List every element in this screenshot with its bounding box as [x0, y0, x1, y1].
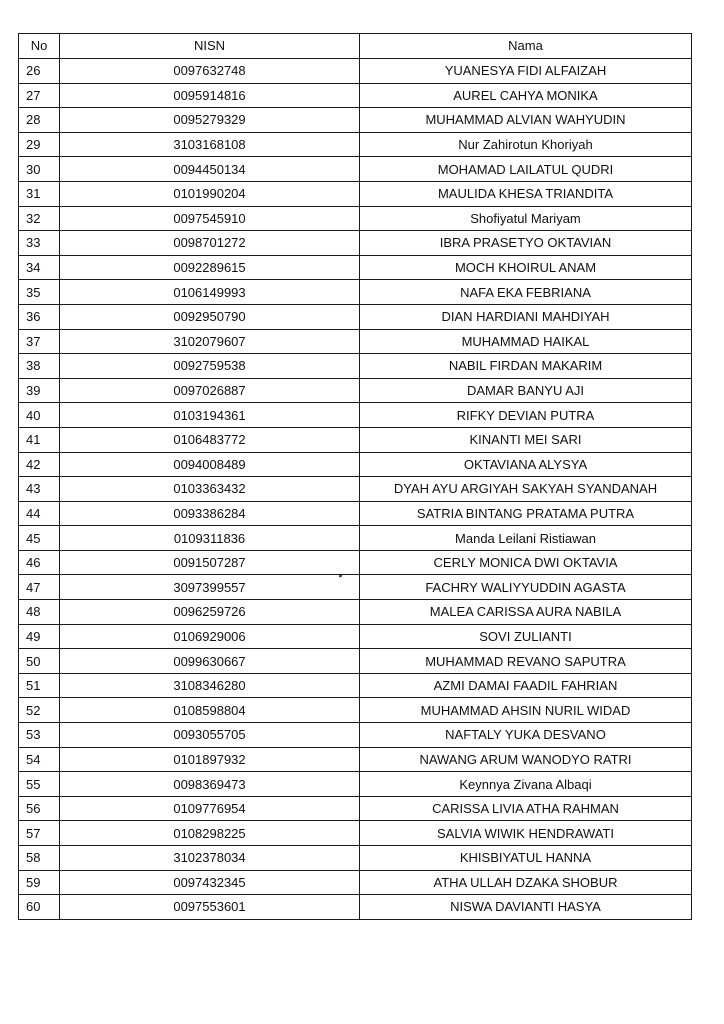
cell-no: 36	[19, 304, 60, 329]
table-row	[19, 108, 692, 133]
cell-no: 60	[19, 895, 60, 920]
cell-nisn: 0093055705	[60, 723, 360, 748]
cell-nisn: 0097026887	[60, 378, 360, 403]
cell-no: 53	[19, 723, 60, 748]
cell-nisn: 0093386284	[60, 501, 360, 526]
cell-nama: AUREL CAHYA MONIKA	[360, 83, 692, 108]
cell-nama: NABIL FIRDAN MAKARIM	[360, 354, 692, 379]
cell-nama: SALVIA WIWIK HENDRAWATI	[360, 821, 692, 846]
table-row	[19, 354, 692, 379]
cell-no: 46	[19, 550, 60, 575]
cell-nisn: 0109776954	[60, 796, 360, 821]
cell-nama: Nur Zahirotun Khoriyah	[360, 132, 692, 157]
table-row	[19, 723, 692, 748]
cell-nisn: 0109311836	[60, 526, 360, 551]
cell-nisn: 0094450134	[60, 157, 360, 182]
header-row	[19, 34, 692, 59]
cell-nisn: 0091507287	[60, 550, 360, 575]
cell-nama: MAULIDA KHESA TRIANDITA	[360, 181, 692, 206]
table-row	[19, 280, 692, 305]
cell-nama: NISWA DAVIANTI HASYA	[360, 895, 692, 920]
table-row	[19, 649, 692, 674]
cell-nisn: 0095279329	[60, 108, 360, 133]
cell-nama: DIAN HARDIANI MAHDIYAH	[360, 304, 692, 329]
cell-nama: SATRIA BINTANG PRATAMA PUTRA	[360, 501, 692, 526]
cell-nama: MALEA CARISSA AURA NABILA	[360, 600, 692, 625]
cell-nisn: 0097545910	[60, 206, 360, 231]
cell-nama: NAFTALY YUKA DESVANO	[360, 723, 692, 748]
table-row	[19, 452, 692, 477]
cell-no: 40	[19, 403, 60, 428]
cell-nama: CARISSA LIVIA ATHA RAHMAN	[360, 796, 692, 821]
cell-nama: YUANESYA FIDI ALFAIZAH	[360, 58, 692, 83]
table-row	[19, 550, 692, 575]
cell-nama: MOCH KHOIRUL ANAM	[360, 255, 692, 280]
cell-nisn: 3102079607	[60, 329, 360, 354]
table-row	[19, 600, 692, 625]
cell-no: 34	[19, 255, 60, 280]
table-row	[19, 870, 692, 895]
cell-nama: DYAH AYU ARGIYAH SAKYAH SYANDANAH	[360, 477, 692, 502]
cell-nama: MOHAMAD LAILATUL QUDRI	[360, 157, 692, 182]
cell-no: 32	[19, 206, 60, 231]
cell-no: 55	[19, 772, 60, 797]
table-row	[19, 58, 692, 83]
cell-no: 49	[19, 624, 60, 649]
cell-nama: FACHRY WALIYYUDDIN AGASTA	[360, 575, 692, 600]
cell-nama: MUHAMMAD ALVIAN WAHYUDIN	[360, 108, 692, 133]
cell-no: 30	[19, 157, 60, 182]
cell-nama: AZMI DAMAI FAADIL FAHRIAN	[360, 673, 692, 698]
cell-nama: DAMAR BANYU AJI	[360, 378, 692, 403]
student-table	[18, 33, 692, 920]
cell-no: 38	[19, 354, 60, 379]
cell-nisn: 0092950790	[60, 304, 360, 329]
cell-no: 37	[19, 329, 60, 354]
table-body	[19, 58, 692, 919]
table-row	[19, 329, 692, 354]
table-row	[19, 796, 692, 821]
cell-nama: KINANTI MEI SARI	[360, 427, 692, 452]
table-row	[19, 895, 692, 920]
table-row	[19, 846, 692, 871]
table-row	[19, 747, 692, 772]
cell-no: 51	[19, 673, 60, 698]
cell-nama: KHISBIYATUL HANNA	[360, 846, 692, 871]
cell-nama: MUHAMMAD REVANO SAPUTRA	[360, 649, 692, 674]
cell-nisn: 3097399557	[60, 575, 360, 600]
cell-no: 39	[19, 378, 60, 403]
cell-no: 50	[19, 649, 60, 674]
table-row	[19, 427, 692, 452]
cell-nama: IBRA PRASETYO OKTAVIAN	[360, 231, 692, 256]
cell-nisn: 0101990204	[60, 181, 360, 206]
table-row	[19, 132, 692, 157]
cell-nama: RIFKY DEVIAN PUTRA	[360, 403, 692, 428]
table-row	[19, 526, 692, 551]
cell-nama: CERLY MONICA DWI OKTAVIA	[360, 550, 692, 575]
cell-no: 42	[19, 452, 60, 477]
header-nama: Nama	[360, 34, 692, 59]
table-row	[19, 698, 692, 723]
table-row	[19, 231, 692, 256]
cell-nisn: 0096259726	[60, 600, 360, 625]
cell-no: 33	[19, 231, 60, 256]
table-row	[19, 83, 692, 108]
cell-no: 35	[19, 280, 60, 305]
cell-no: 28	[19, 108, 60, 133]
cell-no: 59	[19, 870, 60, 895]
cell-nisn: 0097632748	[60, 58, 360, 83]
cell-nama: ATHA ULLAH DZAKA SHOBUR	[360, 870, 692, 895]
cell-no: 47	[19, 575, 60, 600]
cell-nama: Manda Leilani Ristiawan	[360, 526, 692, 551]
cell-nama: MUHAMMAD HAIKAL	[360, 329, 692, 354]
table-row	[19, 304, 692, 329]
cell-nisn: 0094008489	[60, 452, 360, 477]
table-row	[19, 403, 692, 428]
cell-nisn: 0092759538	[60, 354, 360, 379]
cell-no: 29	[19, 132, 60, 157]
cell-no: 26	[19, 58, 60, 83]
cell-nisn: 0099630667	[60, 649, 360, 674]
cell-nisn: 3103168108	[60, 132, 360, 157]
cell-nisn: 3108346280	[60, 673, 360, 698]
table-row	[19, 624, 692, 649]
cell-no: 43	[19, 477, 60, 502]
cell-nisn: 0092289615	[60, 255, 360, 280]
cell-nisn: 0106483772	[60, 427, 360, 452]
cell-no: 27	[19, 83, 60, 108]
header-nisn: NISN	[60, 34, 360, 59]
cell-no: 56	[19, 796, 60, 821]
cell-nisn: 0103363432	[60, 477, 360, 502]
cell-nisn: 0106149993	[60, 280, 360, 305]
table-header	[19, 34, 692, 59]
cell-nama: MUHAMMAD AHSIN NURIL WIDAD	[360, 698, 692, 723]
cell-nisn: 0106929006	[60, 624, 360, 649]
cell-nama: Shofiyatul Mariyam	[360, 206, 692, 231]
cell-no: 58	[19, 846, 60, 871]
table-row	[19, 477, 692, 502]
table-row	[19, 501, 692, 526]
cell-nama: Keynnya Zivana Albaqi	[360, 772, 692, 797]
cell-no: 41	[19, 427, 60, 452]
cell-no: 45	[19, 526, 60, 551]
table-row	[19, 772, 692, 797]
header-no: No	[19, 34, 60, 59]
table-row	[19, 673, 692, 698]
cell-nama: OKTAVIANA ALYSYA	[360, 452, 692, 477]
cell-nisn: 0097432345	[60, 870, 360, 895]
cell-nisn: 0098369473	[60, 772, 360, 797]
table-row	[19, 181, 692, 206]
cell-no: 52	[19, 698, 60, 723]
cell-nisn: 0101897932	[60, 747, 360, 772]
table-row	[19, 821, 692, 846]
cell-nisn: 0098701272	[60, 231, 360, 256]
cell-nisn: 0103194361	[60, 403, 360, 428]
table-row	[19, 575, 692, 600]
cell-nisn: 0108298225	[60, 821, 360, 846]
table-row	[19, 157, 692, 182]
cell-nisn: 3102378034	[60, 846, 360, 871]
cell-no: 57	[19, 821, 60, 846]
cell-no: 48	[19, 600, 60, 625]
cell-nama: SOVI ZULIANTI	[360, 624, 692, 649]
cell-nama: NAFA EKA FEBRIANA	[360, 280, 692, 305]
cell-nisn: 0108598804	[60, 698, 360, 723]
cell-nisn: 0095914816	[60, 83, 360, 108]
cell-nisn: 0097553601	[60, 895, 360, 920]
cell-no: 31	[19, 181, 60, 206]
cell-no: 54	[19, 747, 60, 772]
cell-no: 44	[19, 501, 60, 526]
table-row	[19, 255, 692, 280]
table-row	[19, 206, 692, 231]
cell-nama: NAWANG ARUM WANODYO RATRI	[360, 747, 692, 772]
table-row	[19, 378, 692, 403]
